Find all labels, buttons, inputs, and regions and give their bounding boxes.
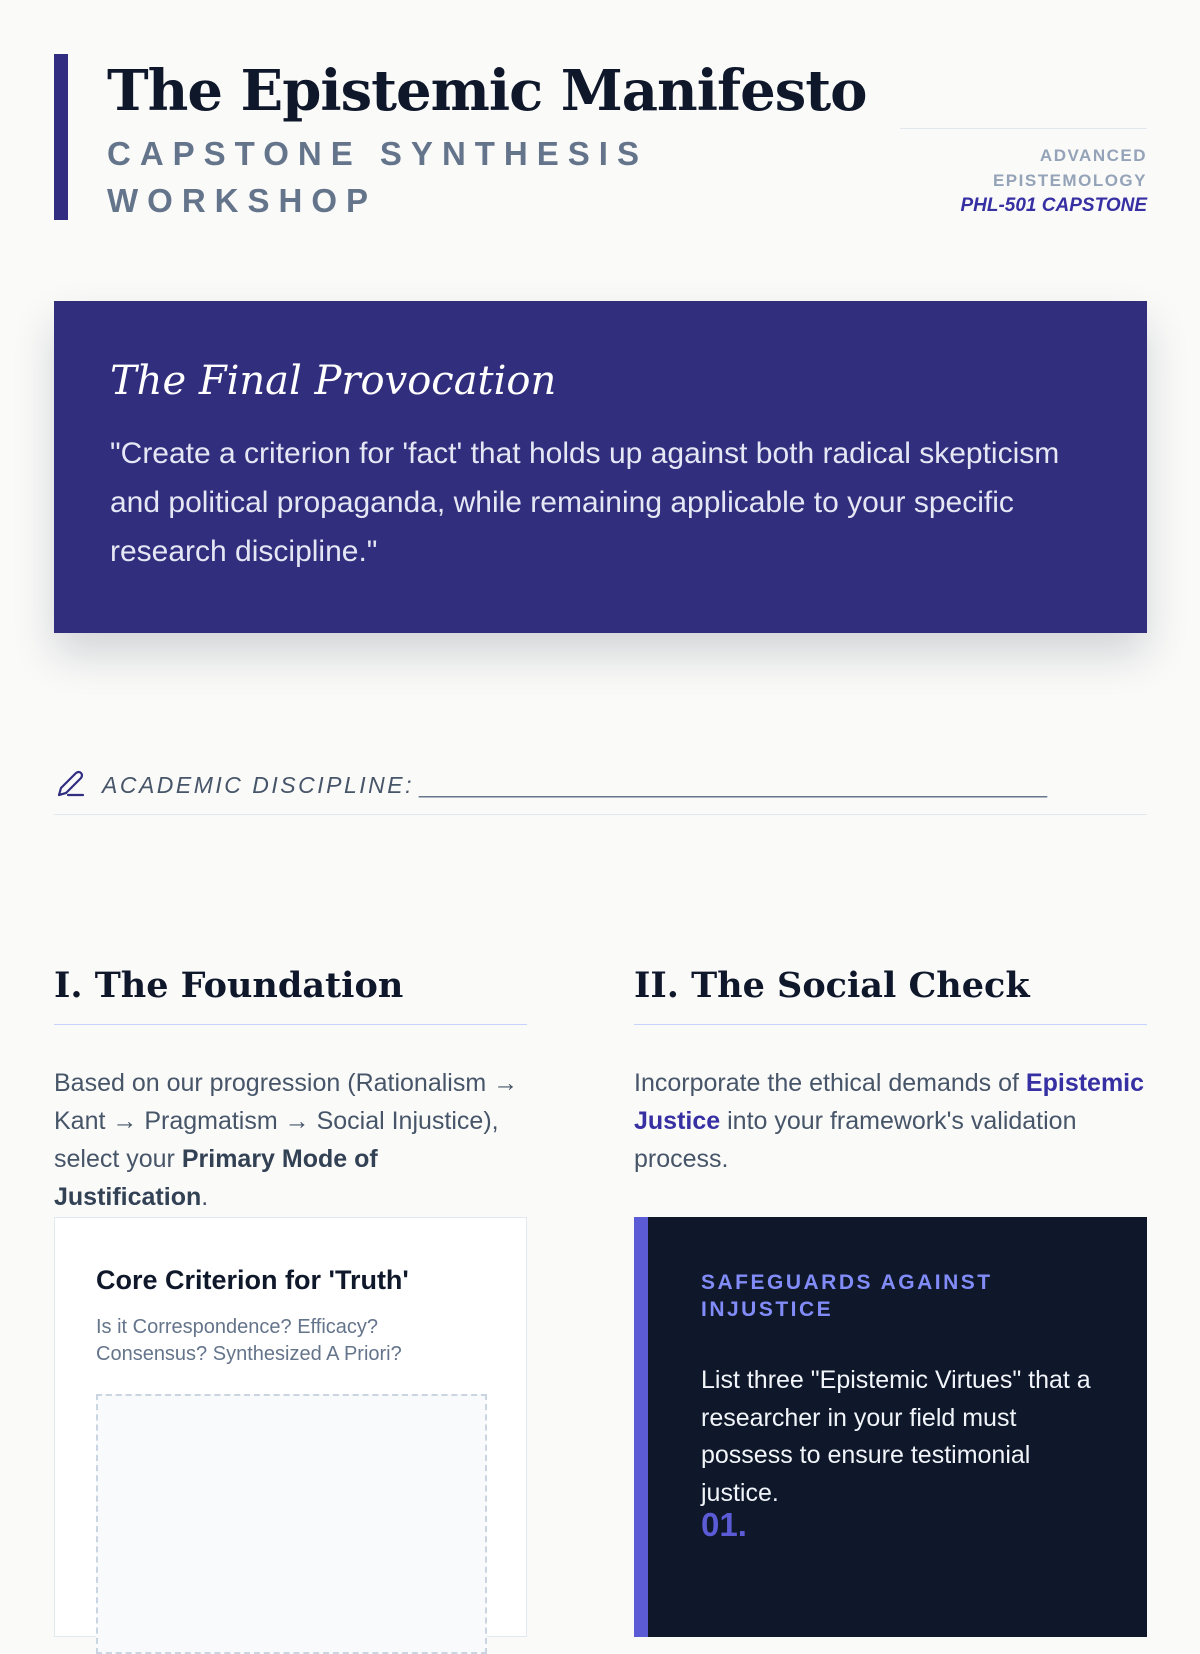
section-social-check-heading: II. The Social Check <box>634 960 1147 1025</box>
provocation-card <box>54 301 1147 633</box>
foundation-intro-end: . <box>201 1183 209 1211</box>
discipline-label: ACADEMIC DISCIPLINE: <box>102 772 414 798</box>
course-code: PHL-501 CAPSTONE <box>960 195 1147 216</box>
discipline-blank[interactable]: ________________________________________________ <box>419 772 1048 798</box>
header-accent-bar <box>54 54 68 220</box>
course-meta <box>900 128 1147 219</box>
criterion-card <box>54 1217 527 1637</box>
course-level: ADVANCED <box>1039 146 1147 165</box>
provocation-title: The Final Provocation <box>110 358 557 404</box>
section-foundation-intro <box>54 1064 527 1216</box>
social-intro-emphasis: Epistemic Justice <box>634 1069 1145 1135</box>
foundation-intro-text: Based on our progression (Rationalism → Kant → Pragmatism → Social Injustice), select your <box>54 1069 519 1173</box>
provocation-quote: "Create a criterion for 'fact' that holds up against both radical skepticism and political propaganda, while remaining applicable to your specific research discipline." <box>110 437 1060 568</box>
discipline-field[interactable] <box>54 762 1147 815</box>
course-subject: EPISTEMOLOGY <box>992 171 1147 190</box>
social-intro-end: into your framework's validation process. <box>634 1107 1077 1173</box>
safeguards-card <box>634 1217 1147 1637</box>
social-intro-text: Incorporate the ethical demands of <box>634 1069 1026 1097</box>
safeguards-instructions: List three "Epistemic Virtues" that a researcher in your field must possess to ensure testimonial justice. <box>701 1366 1091 1507</box>
page-title: The Epistemic Manifesto <box>107 58 867 124</box>
safeguards-title: SAFEGUARDS AGAINST INJUSTICE <box>701 1271 993 1321</box>
page-subtitle: CAPSTONE SYNTHESIS WORKSHOP <box>107 135 648 219</box>
section-social-check-intro <box>634 1064 1147 1178</box>
foundation-intro-emphasis: Primary Mode of Justification <box>54 1145 378 1211</box>
criterion-hint: Is it Correspondence? Efficacy? Consensus? Synthesized A Priori? <box>96 1316 402 1365</box>
section-foundation-heading: I. The Foundation <box>54 960 527 1025</box>
criterion-answer-area[interactable] <box>96 1394 487 1654</box>
criterion-title: Core Criterion for 'Truth' <box>96 1265 409 1295</box>
virtue-number: 01. <box>701 1506 747 1543</box>
pen-icon <box>54 768 86 800</box>
